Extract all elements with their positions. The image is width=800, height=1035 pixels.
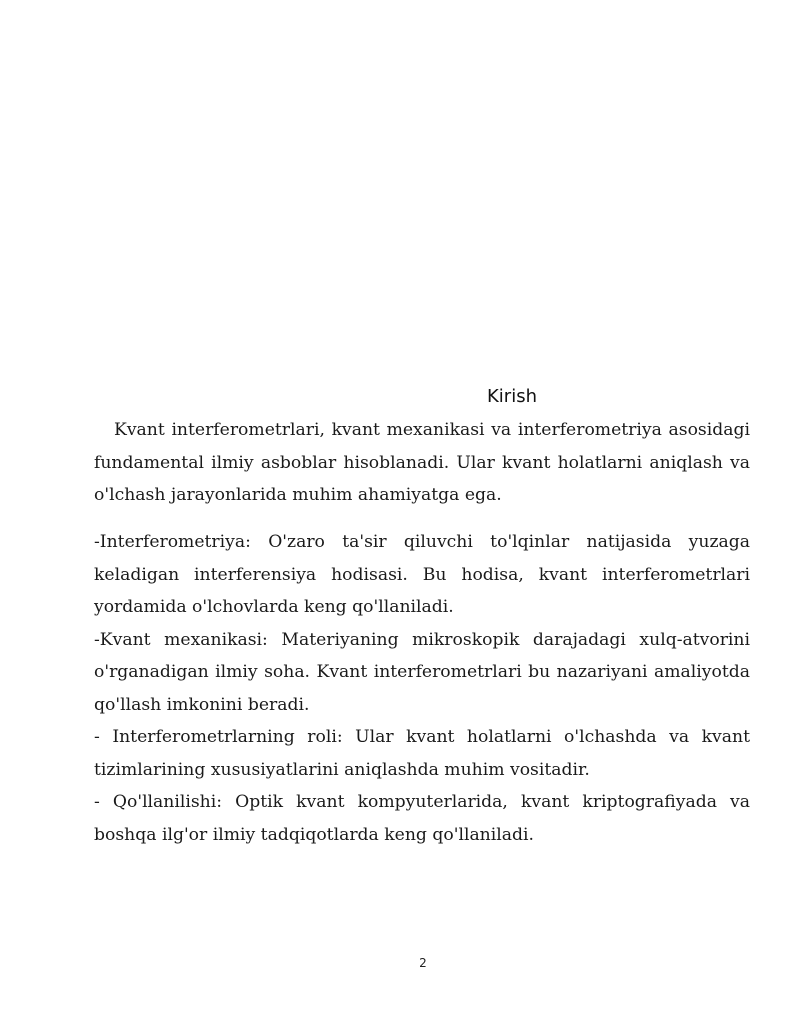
- page-number: 2: [419, 956, 427, 970]
- list-item-interferometrlarning-roli: - Interferometrlarning roli: Ular kvant holatlarni o'lchashda va kvant tizimlarining xususiyatlarini aniqlashda muhim vositadir.: [94, 727, 750, 780]
- list-item-kvant-mexanikasi: -Kvant mexanikasi: Materiyaning mikroskopik darajadagi xulq-atvorini o'rganadigan ilmiy soha. Kvant interferometrlari bu nazariyani amaliyotda qo'llash imkonini beradi.: [94, 629, 750, 715]
- list-item-qollanilishi: - Qo'llanilishi: Optik kvant kompyuterlarida, kvant kriptografiyada va boshqa ilg'or ilmiy tadqiqotlarda keng qo'llaniladi.: [94, 792, 750, 845]
- list-item-interferometriya: -Interferometriya: O'zaro ta'sir qiluvchi to'lqinlar natijasida yuzaga keladigan interferensiya hodisasi. Bu hodisa, kvant interferometrlari yordamida o'lchovlarda keng qo'llaniladi.: [94, 532, 750, 617]
- intro-paragraph: Kvant interferometrlari, kvant mexanikasi va interferometriya asosidagi fundamental ilmiy asboblar hisoblanadi. Ular kvant holatlarni aniqlash va o'lchash jarayonlarida muhim ahamiyatga ega.: [94, 420, 750, 505]
- section-heading: Kirish: [487, 386, 537, 407]
- bullet-list: [94, 526, 750, 851]
